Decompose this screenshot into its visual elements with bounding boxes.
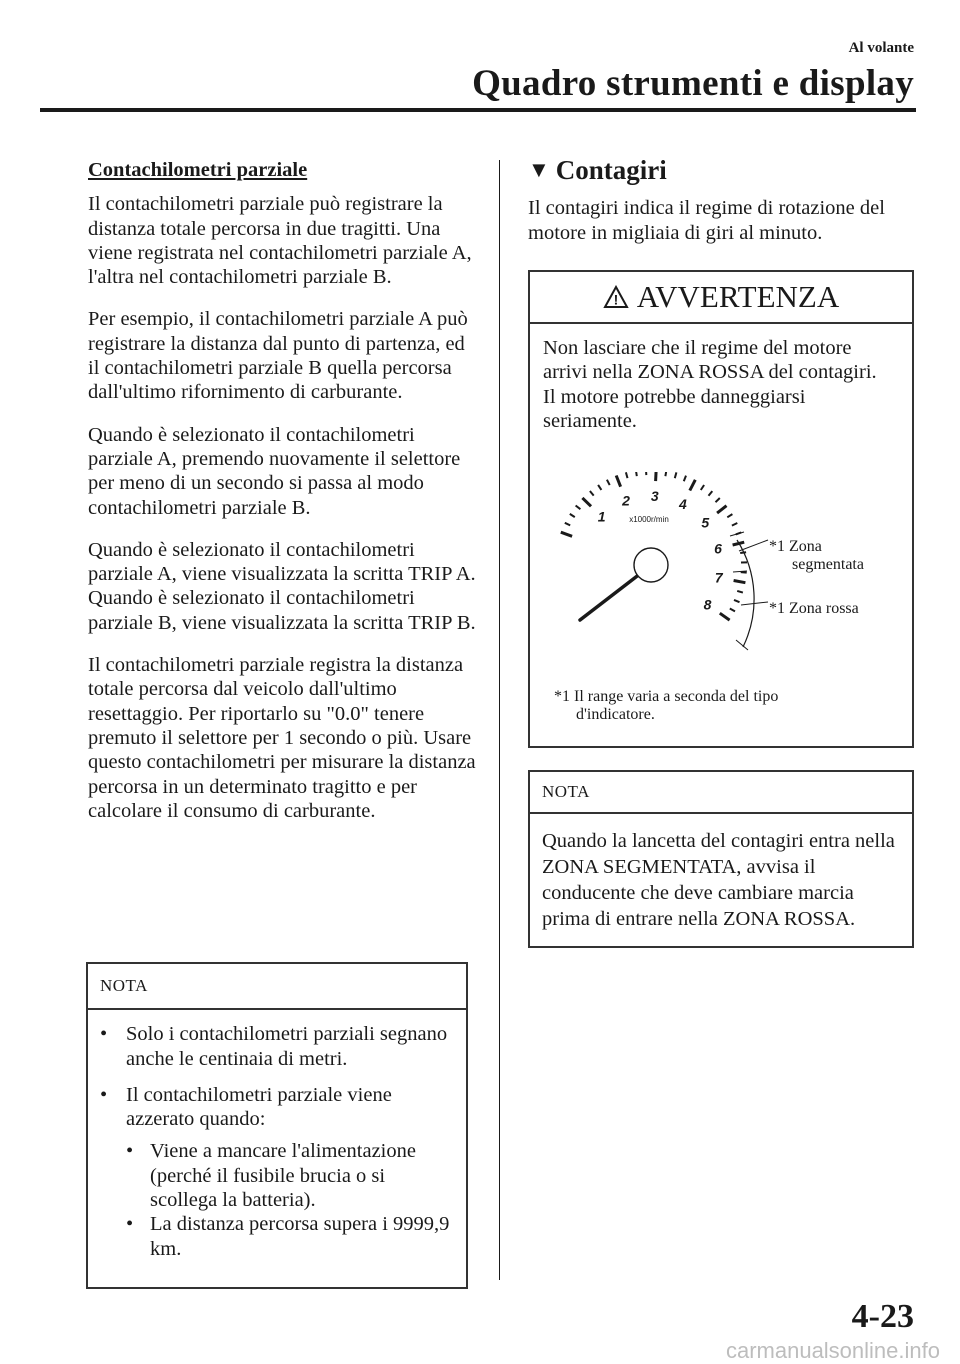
gauge-minor-tick <box>570 514 575 517</box>
tachometer-illustration <box>530 472 910 672</box>
gauge-hub <box>634 548 668 582</box>
gauge-minor-tick <box>701 485 704 490</box>
gauge-minor-tick <box>636 472 637 476</box>
sub-list-item-text: La distanza percorsa supera i 9999,9 km. <box>150 1212 454 1261</box>
warning-triangle-icon <box>603 285 629 309</box>
sub-list-item-text: Viene a mancare l'alimentazione (perché il fusibile brucia o si scollega la batteria). <box>150 1139 454 1212</box>
nota-label: NOTA <box>530 772 912 814</box>
sub-bullet-icon: • <box>126 1139 150 1212</box>
warning-text: Non lasciare che il regime del motore arrivi nella ZONA ROSSA del contagiri. <box>543 336 899 385</box>
warning-exclamation: ! <box>613 292 618 308</box>
section-title: Contagiri <box>556 158 667 182</box>
gauge-minor-tick <box>598 485 601 490</box>
callout-segmented: *1 Zona segmentata <box>769 538 864 573</box>
gauge-number: 2 <box>621 493 630 509</box>
gauge-minor-tick <box>607 480 610 485</box>
gauge-number: 7 <box>715 570 724 586</box>
gauge-major-tick <box>690 480 696 491</box>
bullet-icon: • <box>100 1022 126 1071</box>
column-divider <box>499 160 500 1280</box>
gauge-minor-tick <box>727 514 732 517</box>
gauge-minor-tick <box>565 523 570 526</box>
gauge-major-tick <box>656 472 657 481</box>
gauge-minor-tick <box>590 491 594 496</box>
gauge-major-tick <box>616 476 620 487</box>
gauge-number: 5 <box>701 514 709 530</box>
list-item <box>100 1022 454 1071</box>
gauge-minor-tick <box>576 506 581 510</box>
section-heading <box>528 158 918 182</box>
list-item <box>100 1083 454 1261</box>
paragraph: Il contachilometri parziale registra la distanza totale percorsa dal veicolo dall'ultimo resettaggio. Per riportarlo su "0.0" tenere premuto il selettore per 1 secondo o più. Usare questo contachilometri per misurare la distanza percorsa in un determinato tragitto e per calcolare il consumo di carburante. <box>88 653 478 823</box>
paragraph: Quando è selezionato il contachilometri parziale A, premendo nuovamente il selettore per meno di un secondo si passa al modo contachilometri parziale B. <box>88 423 478 520</box>
gauge-minor-tick <box>684 476 686 482</box>
gauge-major-tick <box>582 498 591 506</box>
gauge-minor-tick <box>737 591 743 593</box>
page-title: Quadro strumenti e display <box>472 62 914 105</box>
paragraph: Per esempio, il contachilometri parziale A può registrare la distanza dal punto di partenza, ed il contachilometri parziale B quella percorsa dall'ultimo rifornimento di carburante. <box>88 307 478 404</box>
gauge-zone-arc <box>737 540 754 647</box>
gauge-minor-tick <box>732 523 737 526</box>
header-rule <box>40 108 916 112</box>
gauge-zone-mark <box>730 532 744 536</box>
gauge-major-tick <box>717 506 726 513</box>
paragraph: Il contachilometri parziale può registrare la distanza totale percorsa in due tragitti. Una viene registrata nel contachilometri parziale A, l'altra nel contachilometri parziale B. <box>88 192 478 289</box>
callout-red-zone: *1 Zona rossa <box>769 600 859 617</box>
gauge-number: 1 <box>598 509 606 525</box>
paragraph: Il contagiri indica il regime di rotazione del motore in migliaia di giri al minuto. <box>528 196 918 245</box>
gauge-minor-tick <box>716 498 720 502</box>
gauge-major-tick <box>720 613 730 620</box>
nota-label: NOTA <box>88 964 466 1010</box>
sub-bullet-icon: • <box>126 1212 150 1261</box>
nota-text: Quando la lancetta del contagiri entra nella ZONA SEGMENTATA, avvisa il conducente che deve cambiare marcia prima di entrare nella ZONA ROSSA. <box>530 814 912 946</box>
gauge-number: 8 <box>704 597 712 613</box>
gauge-minor-tick <box>741 572 747 573</box>
gauge-minor-tick <box>734 600 740 602</box>
gauge-minor-tick <box>665 472 666 476</box>
list-item-text: Il contachilometri parziale viene azzerato quando: <box>126 1084 392 1130</box>
gauge-unit-label: x1000r/min <box>629 515 669 524</box>
warning-box <box>528 270 914 748</box>
gauge-minor-tick <box>626 472 628 478</box>
paragraph: Quando è selezionato il contachilometri parziale A, viene visualizzata la scritta TRIP A. Quando è selezionato il contachilometri parziale B, viene visualizzata la scritta TRIP B. <box>88 538 478 635</box>
nota-box-left <box>86 962 468 1289</box>
gauge-footnote: *1 Il range varia a seconda del tipo d'indicatore. <box>554 688 778 724</box>
gauge-major-tick <box>561 532 572 536</box>
nota-box-right <box>528 770 914 948</box>
watermark: carmanualsonline.info <box>726 1338 940 1364</box>
gauge-minor-tick <box>709 491 713 496</box>
gauge-zone-mark <box>736 640 748 650</box>
list-item-text: Solo i contachilometri parziali segnano anche le centinaia di metri. <box>126 1022 454 1071</box>
gauge-minor-tick <box>675 472 677 478</box>
gauge-minor-tick <box>730 609 735 612</box>
page-number: 4-23 <box>852 1298 914 1336</box>
gauge-number: 6 <box>714 541 722 557</box>
bullet-icon: • <box>100 1083 126 1261</box>
triangle-down-icon: ▼ <box>528 158 550 182</box>
warning-header <box>530 272 912 324</box>
subheading: Contachilometri parziale <box>88 158 478 182</box>
warning-text: Il motore potrebbe danneggiarsi seriamente. <box>543 385 899 434</box>
left-column <box>88 158 478 841</box>
warning-label: AVVERTENZA <box>637 279 840 315</box>
gauge-major-tick <box>734 581 746 583</box>
gauge-number: 3 <box>651 488 659 504</box>
right-column <box>528 158 918 263</box>
gauge-number: 4 <box>678 496 687 512</box>
sub-list-item <box>126 1212 454 1261</box>
sub-list-item <box>126 1139 454 1212</box>
header-section: Al volante <box>849 40 914 57</box>
